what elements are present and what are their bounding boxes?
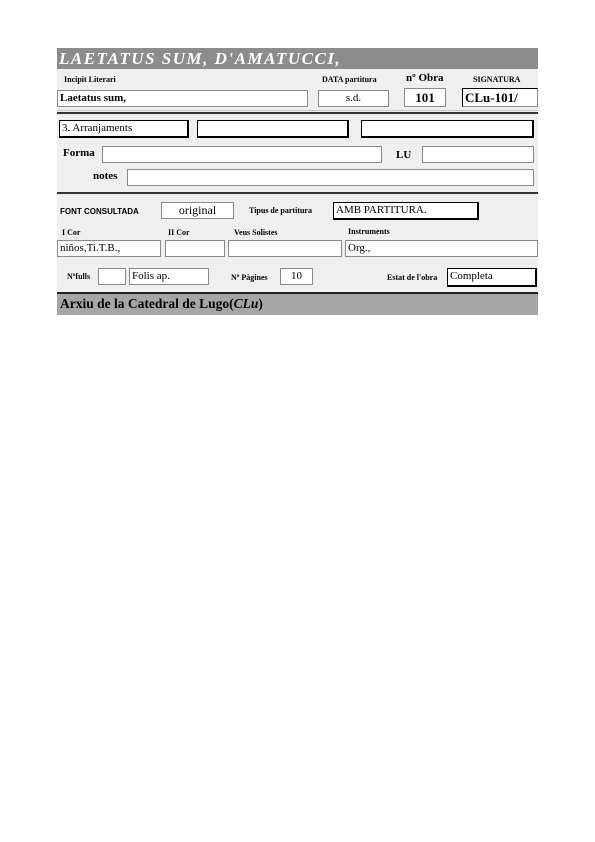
i-cor-label: I Cor	[62, 228, 81, 237]
veus-solistes-label: Veus Solistes	[234, 228, 278, 237]
tipus-partitura-field[interactable]: AMB PARTITURA.	[333, 202, 479, 220]
n-obra-label: nº Obra	[406, 72, 444, 84]
divider	[57, 112, 538, 114]
n-fulls-label: Nºfulls	[67, 272, 91, 281]
n-fulls-field[interactable]	[98, 268, 126, 285]
lu-field[interactable]	[422, 146, 534, 163]
divider	[57, 110, 538, 111]
work-title: LAETATUS SUM, D'AMATUCCI,	[59, 49, 342, 68]
signatura-label: SIGNATURA	[473, 75, 521, 84]
ii-cor-field[interactable]	[165, 240, 225, 257]
font-consultada-label: FONT CONSULTADA	[60, 207, 139, 216]
archive-label: Arxiu de la Catedral de Lugo(	[60, 296, 234, 311]
category-field-3[interactable]	[361, 120, 534, 138]
folis-ap-field[interactable]: Folis ap.	[129, 268, 209, 285]
signatura-field[interactable]: CLu-101/	[462, 88, 538, 107]
estat-obra-label: Estat de l'obra	[387, 273, 438, 282]
n-pagines-field[interactable]: 10	[280, 268, 313, 285]
archive-code: CLu	[233, 296, 259, 311]
forma-field[interactable]	[102, 146, 382, 163]
archive-name	[60, 294, 263, 314]
veus-solistes-field[interactable]	[228, 240, 342, 257]
data-partitura-label: DATA partitura	[322, 75, 377, 84]
incipit-label: Incipit Literari	[64, 75, 116, 84]
divider	[57, 192, 538, 194]
data-partitura-field[interactable]: s.d.	[318, 90, 389, 107]
lu-label: LU	[396, 149, 412, 161]
notes-field[interactable]	[127, 169, 534, 186]
font-consultada-field[interactable]: original	[161, 202, 234, 219]
category-field[interactable]: 3. Arranjaments	[59, 120, 189, 138]
category-field-2[interactable]	[197, 120, 349, 138]
i-cor-field[interactable]: niños,Ti.T.B.,	[57, 240, 161, 257]
notes-label: notes	[93, 170, 118, 182]
ii-cor-label: II Cor	[168, 228, 190, 237]
archive-close: )	[258, 296, 263, 311]
n-obra-field[interactable]: 101	[404, 88, 446, 107]
tipus-partitura-label: Tipus de partitura	[249, 206, 312, 215]
incipit-field[interactable]: Laetatus sum,	[57, 90, 308, 107]
n-pagines-label: Nº Pàgines	[231, 273, 268, 282]
estat-obra-field[interactable]: Completa	[447, 268, 537, 287]
instruments-label: Instruments	[348, 227, 390, 236]
forma-label: Forma	[63, 147, 95, 159]
instruments-field[interactable]: Org.,	[345, 240, 538, 257]
